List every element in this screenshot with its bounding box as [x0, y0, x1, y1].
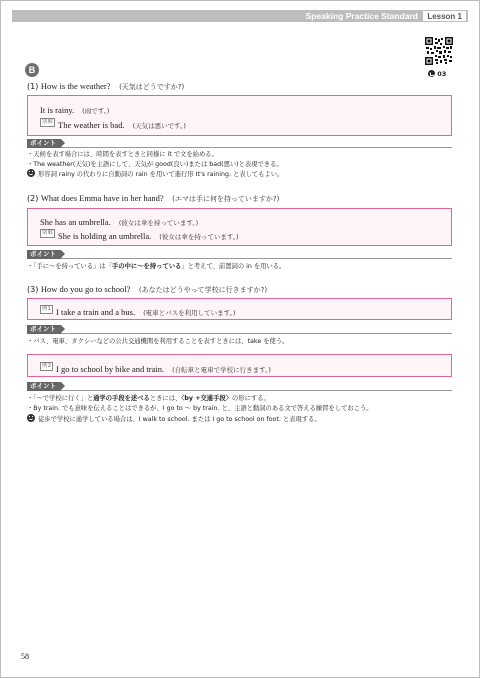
point-note-tip: [27, 170, 283, 179]
question-1: [27, 81, 184, 93]
question-2: [27, 193, 279, 205]
point-note: ・By train. でも意味を伝えることはできるが、I go to 〜 by train. と、主語と動詞のある文で答える練習をしておこう。: [27, 405, 373, 412]
answer-box-2: [27, 208, 452, 246]
answer-box-1: [27, 95, 452, 136]
point-label: ポイント: [27, 325, 61, 334]
point-label: ポイント: [27, 250, 61, 259]
point-label: ポイント: [27, 382, 61, 391]
question-number: (1): [27, 82, 39, 91]
note-text: ときには、: [149, 395, 182, 402]
example-tag: 例1: [42, 306, 51, 312]
point-label: ポイント: [27, 139, 61, 148]
tip-text: 形容詞 rainy の代わりに自動詞の rain を用いて進行形 It's raining. と表してもよい。: [38, 171, 284, 178]
example-line: [40, 304, 235, 319]
example-tag: 例2: [42, 363, 51, 369]
alt-answer-line: [40, 228, 239, 243]
question-ja: (エマは手に何を持っていますか?): [172, 195, 280, 203]
question-ja: (天気はどうですか?): [119, 83, 185, 91]
alt-tag: 別解: [42, 119, 54, 125]
page-number: 58: [21, 652, 29, 661]
point-note: [27, 394, 270, 403]
question-3: [27, 284, 267, 296]
question-en: What does Emma have in her hand?: [40, 193, 164, 203]
example-en: I take a train and a bus.: [56, 307, 136, 317]
note-text: ・「〜で学校に行く」と: [27, 395, 94, 402]
question-number: (2): [27, 194, 39, 203]
answer-en: It is rainy.: [40, 105, 75, 115]
note-emphasis: 通学の手段を述べる: [93, 395, 150, 402]
smile-icon: [27, 169, 35, 177]
point-note: [27, 262, 285, 271]
point-note: ・バス、電車、タクシーなどの公共交通機関を利用することを表すときには、take を使う。: [27, 338, 289, 345]
example-line: [40, 361, 271, 376]
tip-text: 徒歩で学校に通学している場合は、I walk to school. または I go to school on foot. と表現する。: [38, 416, 321, 423]
answer-line: [40, 214, 198, 229]
point-divider: [27, 147, 452, 148]
qr-code-icon[interactable]: [425, 37, 453, 65]
example-box-1: [27, 298, 452, 320]
note-text: ・「手に〜を持っている」は「: [27, 263, 113, 270]
alt-ja: (彼女は傘を持っています。): [159, 233, 239, 241]
point-divider: [27, 390, 452, 391]
example-ja: (自転車と電車で学校に行きます。): [172, 366, 271, 374]
section-label: B: [25, 63, 39, 77]
alt-ja: (天気は悪いです。): [132, 122, 186, 130]
note-emphasis: 〈by +交通手段〉: [181, 395, 232, 402]
example-en: I go to school by bike and train.: [56, 364, 165, 374]
question-en: How is the weather?: [40, 81, 111, 91]
alt-en: The weather is bad.: [58, 120, 125, 130]
note-text: の形にする。: [232, 395, 270, 402]
lesson-badge: Lesson 1: [422, 10, 467, 22]
alt-tag: 別解: [42, 230, 54, 236]
audio-play-icon[interactable]: [428, 70, 435, 77]
alt-en: She is holding an umbrella.: [58, 231, 152, 241]
note-emphasis: 手の中に〜を持っている: [112, 263, 182, 270]
point-note-tip: [27, 415, 321, 424]
example-ja: (電車とバスを利用しています。): [143, 309, 236, 317]
point-divider: [27, 333, 452, 334]
point-note: ・The weather(天気)を主語にして、天気が good(良い)または bad(悪い)と表現できる。: [27, 161, 283, 168]
point-note: ・天候を表す場合には、時間を表すときと同様に it で文を始める。: [27, 151, 218, 158]
header-title: Speaking Practice Standard: [305, 11, 418, 21]
answer-en: She has an umbrella.: [40, 217, 111, 227]
alt-answer-line: [40, 117, 186, 132]
question-en: How do you go to school?: [40, 284, 131, 294]
answer-line: [40, 102, 109, 117]
answer-ja: (彼女は傘を持っています。): [118, 219, 199, 227]
point-divider: [27, 258, 452, 259]
answer-ja: (雨です。): [82, 107, 110, 115]
smile-icon: [27, 414, 35, 422]
audio-track[interactable]: [428, 70, 446, 79]
question-number: (3): [27, 285, 39, 294]
note-text: 」と考えて、前置詞の in を用いる。: [181, 263, 286, 270]
example-box-2: [27, 354, 452, 377]
question-ja: (あなたはどうやって学校に行きますか?): [138, 286, 268, 294]
audio-track-number: 03: [437, 70, 447, 78]
